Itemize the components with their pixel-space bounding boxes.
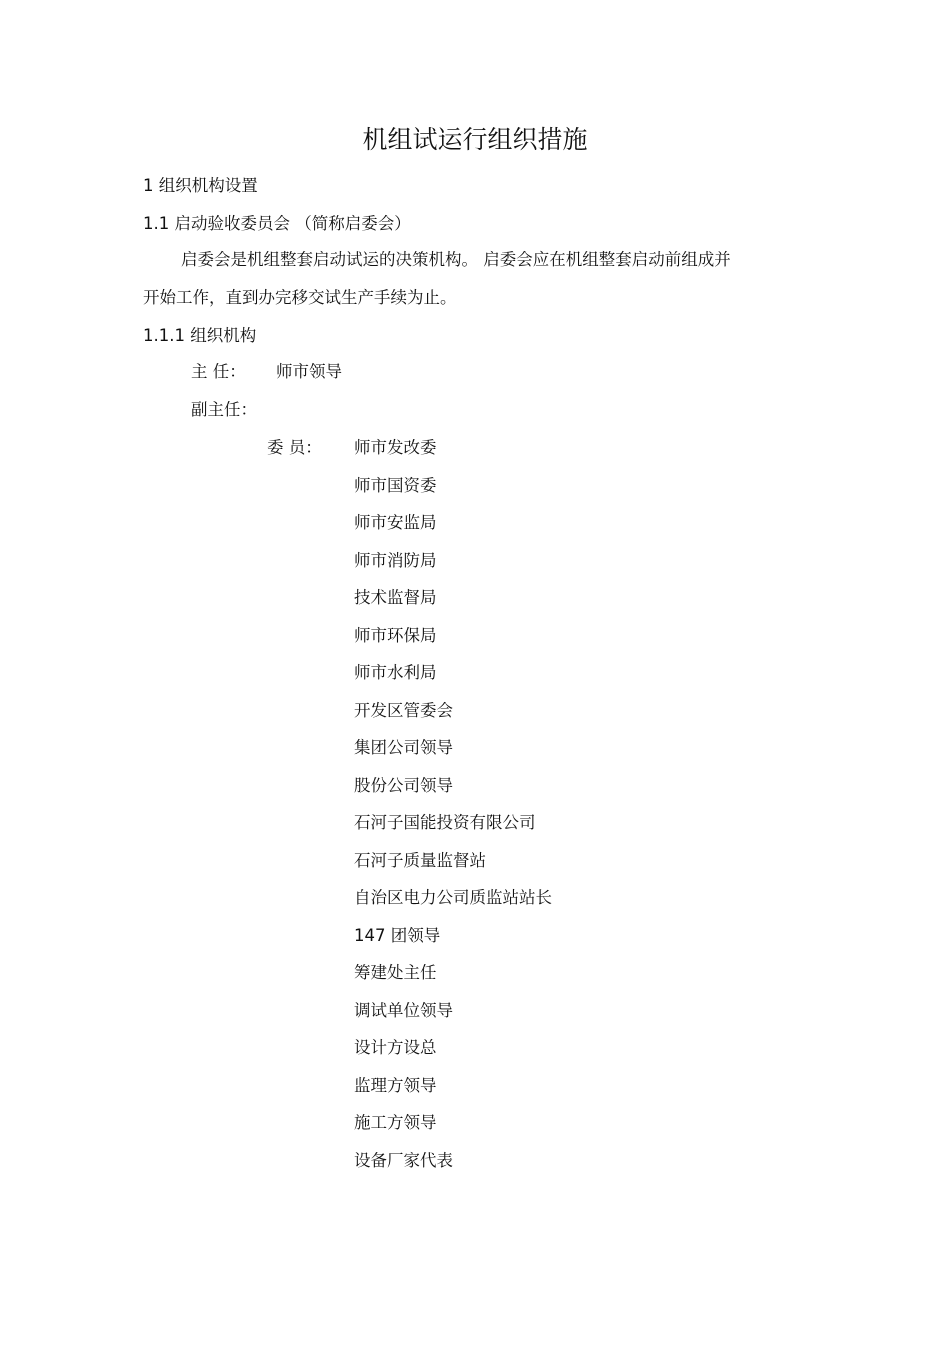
member-item: 师市消防局 <box>354 550 437 570</box>
section-heading-1-1: 1.1 启动验收委员会 （简称启委会） <box>143 214 411 233</box>
section-heading-1-1-1: 1.1.1 组织机构 <box>143 326 257 345</box>
member-item: 开发区管委会 <box>354 700 453 720</box>
deputy-director-label: 副主任： <box>191 400 257 419</box>
member-item: 股份公司领导 <box>354 775 453 795</box>
member-item: 设计方设总 <box>354 1038 437 1057</box>
director-label: 主 任： <box>191 362 246 381</box>
member-item: 集团公司领导 <box>354 738 453 757</box>
member-item: 师市环保局 <box>354 625 437 645</box>
member-item: 师市发改委 <box>354 438 437 457</box>
paragraph-line-1: 启委会是机组整套启动试运的决策机构。 启委会应在机组整套启动前组成并 <box>181 250 731 269</box>
member-item: 石河子国能投资有限公司 <box>354 813 536 832</box>
member-item: 石河子质量监督站 <box>354 850 486 870</box>
member-item: 筹建处主任 <box>354 963 437 982</box>
director-value: 师市领导 <box>276 362 342 381</box>
paragraph-line-2: 开始工作，直到办完移交试生产手续为止。 <box>143 288 457 307</box>
member-item: 技术监督局 <box>354 588 437 607</box>
member-item: 师市水利局 <box>354 663 437 682</box>
member-item: 调试单位领导 <box>354 1000 453 1020</box>
members-list <box>354 436 552 1186</box>
member-item: 设备厂家代表 <box>354 1150 453 1170</box>
member-item: 监理方领导 <box>354 1075 437 1095</box>
members-label: 委 员： <box>267 438 322 457</box>
member-item: 师市安监局 <box>354 513 437 532</box>
member-item: 147 团领导 <box>354 925 441 945</box>
section-heading-1: 1 组织机构设置 <box>143 176 258 195</box>
member-item: 施工方领导 <box>354 1113 437 1132</box>
member-item: 师市国资委 <box>354 475 437 495</box>
document-title: 机组试运行组织措施 <box>362 125 588 154</box>
member-item: 自治区电力公司质监站站长 <box>354 888 552 907</box>
